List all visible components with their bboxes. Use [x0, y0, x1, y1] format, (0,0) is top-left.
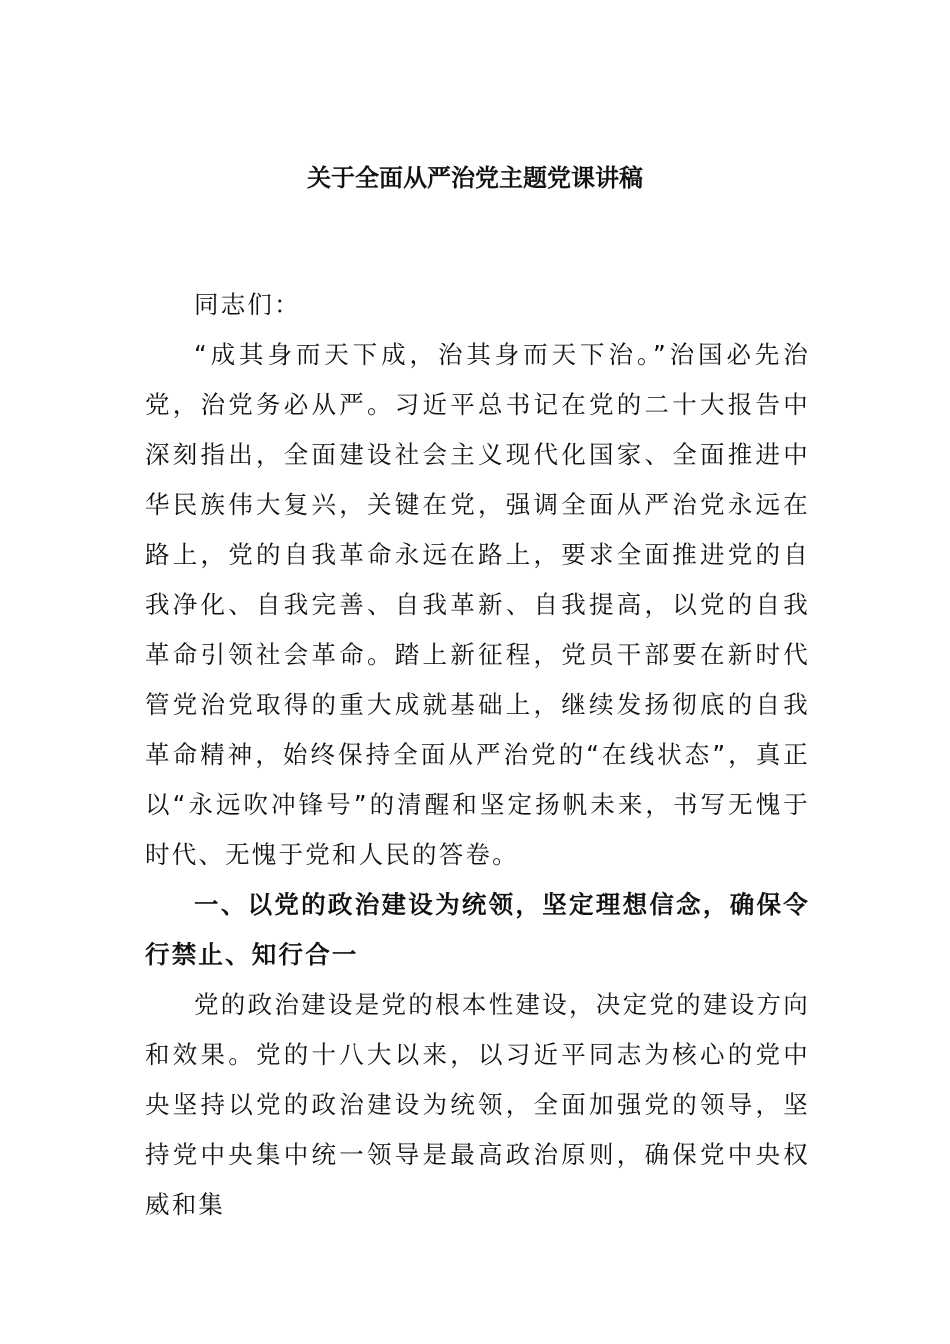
section-heading: 一、以党的政治建设为统领，坚定理想信念，确保令行禁止、知行合一	[145, 890, 810, 969]
document-title: 关于全面从严治党主题党课讲稿	[307, 164, 643, 192]
document-body	[145, 280, 810, 1230]
section-paragraph: 党的政治建设是党的根本性建设，决定党的建设方向和效果。党的十八大以来，以习近平同志为核心的党中央坚持以党的政治建设为统领，全面加强党的领导，坚持党中央集中统一领导是最高政治原则，确保党中央权威和集	[145, 990, 810, 1219]
greeting-paragraph: 同志们：	[194, 290, 301, 319]
intro-paragraph: “成其身而天下成，治其身而天下治。”治国必先治党，治党务必从严。习近平总书记在党的二十大报告中深刻指出，全面建设社会主义现代化国家、全面推进中华民族伟大复兴，关键在党，强调全面从严治党永远在路上，党的自我革命永远在路上，要求全面推进党的自我净化、自我完善、自我革新、自我提高，以党的自我革命引领社会革命。踏上新征程，党员干部要在新时代管党治党取得的重大成就基础上，继续发扬彻底的自我革命精神，始终保持全面从严治党的“在线状态”，真正以“永远吹冲锋号”的清醒和坚定扬帆未来，书写无愧于时代、无愧于党和人民的答卷。	[145, 340, 810, 869]
